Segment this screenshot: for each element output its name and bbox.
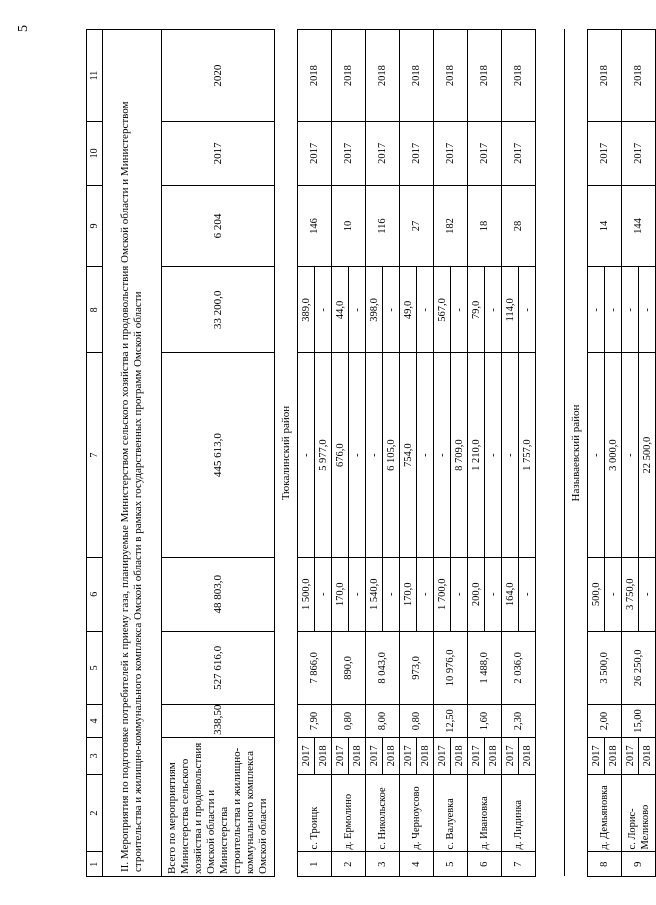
households-cell: 18 (468, 185, 502, 267)
rotated-page (86, 29, 653, 877)
regional-cell: - (451, 557, 468, 631)
regional-cell: - (315, 557, 332, 631)
regional-cell: 170,0 (400, 557, 417, 631)
length-cell: 8,00 (366, 705, 400, 738)
table-row (298, 30, 315, 877)
section-title: II. Мероприятия по подготовке потребителей к приему газа, планируемые Министерством сельского хозяйства и продовольствия Омской области и Министерством строительства и жилищно-коммунального комплекса Омской области в рамках государственных программ Омской области (103, 30, 162, 877)
page-number: 5 (16, 25, 31, 32)
length-cell: 0,80 (332, 705, 366, 738)
cost-cell: 1 488,0 (468, 631, 502, 705)
year-cell: 2018 (315, 737, 332, 774)
local-cell: - (383, 267, 400, 353)
local-cell: 44,0 (332, 267, 349, 353)
year-cell: 2018 (605, 737, 622, 774)
settlement-name: д. Лидинка (502, 774, 536, 852)
households-cell: 144 (622, 185, 656, 267)
settlement-name: д. Ивановка (468, 774, 502, 852)
regional-cell: - (417, 557, 434, 631)
local-cell: - (451, 267, 468, 353)
settlement-name: д. Демьяновка (588, 774, 622, 852)
local-cell: - (417, 267, 434, 353)
local-cell: - (315, 267, 332, 353)
settlement-name: с. Валуевка (434, 774, 468, 852)
header-cell: 10 (87, 122, 103, 185)
header-cell: 5 (87, 631, 103, 705)
end-year-cell: 2018 (588, 30, 622, 122)
header-cell: 9 (87, 185, 103, 267)
header-row (87, 30, 103, 877)
header-cell: 7 (87, 353, 103, 558)
year-cell: 2018 (519, 737, 536, 774)
start-year-cell: 2017 (298, 122, 332, 185)
settlement-name: д. Ермолино (332, 774, 366, 852)
cost-cell: 973,0 (400, 631, 434, 705)
regional-cell: 3 750,0 (622, 557, 639, 631)
year-cell: 2018 (451, 737, 468, 774)
header-cell: 3 (87, 737, 103, 774)
regional-cell: 1 500,0 (298, 557, 315, 631)
households-cell: 116 (366, 185, 400, 267)
row-number: 1 (298, 852, 332, 877)
year-cell: 2017 (400, 737, 417, 774)
settlement-name: с. Троицк (298, 774, 332, 852)
federal-cell: - (349, 353, 366, 558)
year-cell: 2017 (366, 737, 383, 774)
local-cell: - (485, 267, 502, 353)
table-row (434, 30, 451, 877)
cost-cell: 3 500,0 (588, 631, 622, 705)
length-cell: 12,50 (434, 705, 468, 738)
table-row (622, 30, 639, 877)
regional-cell: 1 700,0 (434, 557, 451, 631)
row-number: 5 (434, 852, 468, 877)
year-cell: 2017 (298, 737, 315, 774)
regional-cell: 500,0 (588, 557, 605, 631)
start-year-cell: 2017 (332, 122, 366, 185)
end-year-cell: 2018 (298, 30, 332, 122)
header-cell: 2 (87, 774, 103, 852)
regional-cell: - (349, 557, 366, 631)
year-cell: 2017 (622, 737, 639, 774)
district-name: Называевский район (565, 30, 588, 877)
local-cell: 49,0 (400, 267, 417, 353)
end-year-cell: 2018 (400, 30, 434, 122)
total-row (162, 30, 275, 877)
total-households: 6 204 (162, 185, 275, 267)
cost-cell: 2 036,0 (502, 631, 536, 705)
header-cell: 6 (87, 557, 103, 631)
header-cell: 4 (87, 705, 103, 738)
row-number: 9 (622, 852, 656, 877)
federal-cell: - (622, 353, 639, 558)
federal-cell: 5 977,0 (315, 353, 332, 558)
local-cell: 114,0 (502, 267, 519, 353)
cost-cell: 890,0 (332, 631, 366, 705)
total-local: 33 200,0 (162, 267, 275, 353)
local-cell: 389,0 (298, 267, 315, 353)
local-cell: - (349, 267, 366, 353)
federal-cell: 8 709,0 (451, 353, 468, 558)
regional-cell: 200,0 (468, 557, 485, 631)
row-number: 4 (400, 852, 434, 877)
regional-cell: - (605, 557, 622, 631)
local-cell: 79,0 (468, 267, 485, 353)
federal-cell: - (502, 353, 519, 558)
regional-cell: 164,0 (502, 557, 519, 631)
federal-cell: 676,0 (332, 353, 349, 558)
total-cost: 527 616,0 (162, 631, 275, 705)
federal-cell: - (485, 353, 502, 558)
federal-cell: - (434, 353, 451, 558)
settlement-name: с. Никольское (366, 774, 400, 852)
regional-cell: - (519, 557, 536, 631)
table-body (87, 30, 656, 877)
length-cell: 7,90 (298, 705, 332, 738)
length-cell: 1,60 (468, 705, 502, 738)
table-row (332, 30, 349, 877)
federal-cell: - (298, 353, 315, 558)
row-number: 7 (502, 852, 536, 877)
local-cell: 398,0 (366, 267, 383, 353)
length-cell: 2,30 (502, 705, 536, 738)
households-cell: 10 (332, 185, 366, 267)
year-cell: 2018 (383, 737, 400, 774)
end-year-cell: 2018 (332, 30, 366, 122)
cost-cell: 7 866,0 (298, 631, 332, 705)
year-cell: 2017 (502, 737, 519, 774)
federal-cell: - (588, 353, 605, 558)
federal-cell: 3 000,0 (605, 353, 622, 558)
row-number: 2 (332, 852, 366, 877)
year-cell: 2018 (639, 737, 656, 774)
year-cell: 2018 (417, 737, 434, 774)
section-title-row (103, 30, 162, 877)
spacer (536, 30, 565, 877)
regional-cell: - (485, 557, 502, 631)
year-cell: 2017 (468, 737, 485, 774)
cost-cell: 26 250,0 (622, 631, 656, 705)
end-year-cell: 2018 (502, 30, 536, 122)
table-row (502, 30, 519, 877)
year-cell: 2017 (588, 737, 605, 774)
district-row (565, 30, 588, 877)
length-cell: 2,00 (588, 705, 622, 738)
total-regional: 48 803,0 (162, 557, 275, 631)
households-cell: 28 (502, 185, 536, 267)
district-name: Тюкалинский район (275, 30, 298, 877)
regional-cell: - (383, 557, 400, 631)
end-year-cell: 2018 (468, 30, 502, 122)
local-cell: - (519, 267, 536, 353)
federal-cell: 6 105,0 (383, 353, 400, 558)
year-cell: 2017 (434, 737, 451, 774)
start-year-cell: 2017 (468, 122, 502, 185)
federal-cell: 22 500,0 (639, 353, 656, 558)
spacer-row (536, 30, 565, 877)
start-year-cell: 2017 (502, 122, 536, 185)
length-cell: 15,00 (622, 705, 656, 738)
table-row (468, 30, 485, 877)
total-label: Всего по мероприятиям Министерства сельского хозяйства и продовольствия Омской области и Министерства строительства и жилищно-коммунального комплекса Омской области (162, 737, 275, 876)
row-number: 6 (468, 852, 502, 877)
federal-cell: - (366, 353, 383, 558)
households-cell: 27 (400, 185, 434, 267)
local-cell: 567,0 (434, 267, 451, 353)
federal-cell: 1 210,0 (468, 353, 485, 558)
header-cell: 8 (87, 267, 103, 353)
year-cell: 2018 (485, 737, 502, 774)
length-cell: 0,80 (400, 705, 434, 738)
households-cell: 182 (434, 185, 468, 267)
local-cell: - (639, 267, 656, 353)
total-end-year: 2020 (162, 30, 275, 122)
regional-cell: - (639, 557, 656, 631)
federal-cell: 1 757,0 (519, 353, 536, 558)
households-cell: 14 (588, 185, 622, 267)
cost-cell: 10 976,0 (434, 631, 468, 705)
district-row (275, 30, 298, 877)
year-cell: 2017 (332, 737, 349, 774)
start-year-cell: 2017 (622, 122, 656, 185)
header-cell: 1 (87, 852, 103, 877)
table-row (588, 30, 605, 877)
total-start-year: 2017 (162, 122, 275, 185)
regional-cell: 170,0 (332, 557, 349, 631)
federal-cell: - (417, 353, 434, 558)
start-year-cell: 2017 (366, 122, 400, 185)
header-cell: 11 (87, 30, 103, 122)
households-cell: 146 (298, 185, 332, 267)
federal-cell: 754,0 (400, 353, 417, 558)
row-number: 8 (588, 852, 622, 877)
settlement-name: с. Лорис-Меликово (622, 774, 656, 852)
regional-cell: 1 540,0 (366, 557, 383, 631)
start-year-cell: 2017 (434, 122, 468, 185)
row-number: 3 (366, 852, 400, 877)
budget-table (86, 29, 656, 877)
total-length: 338,50 (162, 705, 275, 738)
start-year-cell: 2017 (400, 122, 434, 185)
end-year-cell: 2018 (622, 30, 656, 122)
year-cell: 2018 (349, 737, 366, 774)
start-year-cell: 2017 (588, 122, 622, 185)
settlement-name: д. Черноусово (400, 774, 434, 852)
table-row (366, 30, 383, 877)
local-cell: - (605, 267, 622, 353)
end-year-cell: 2018 (366, 30, 400, 122)
local-cell: - (622, 267, 639, 353)
local-cell: - (588, 267, 605, 353)
cost-cell: 8 043,0 (366, 631, 400, 705)
table-row (400, 30, 417, 877)
total-federal: 445 613,0 (162, 353, 275, 558)
end-year-cell: 2018 (434, 30, 468, 122)
